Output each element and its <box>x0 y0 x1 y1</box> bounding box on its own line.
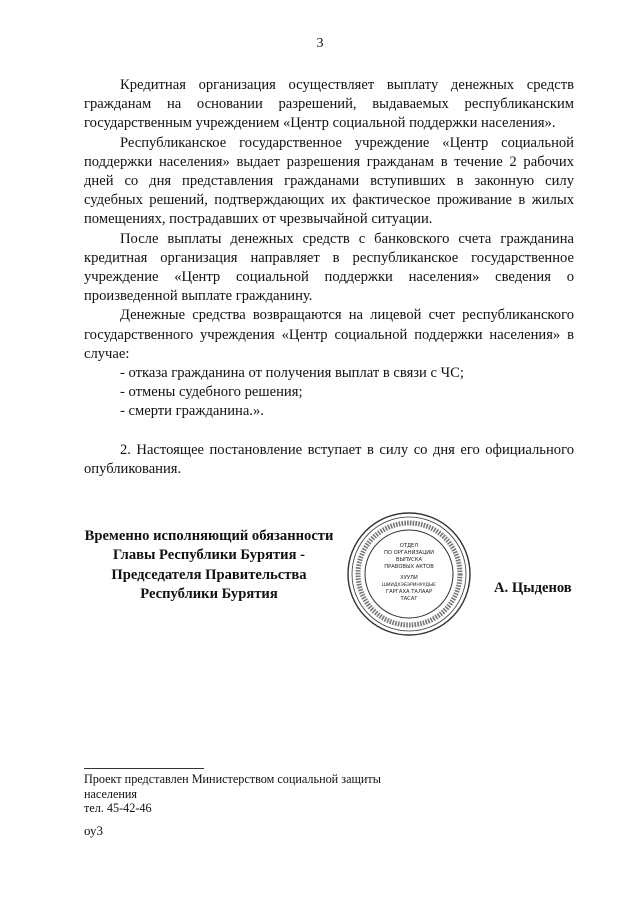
footnote <box>84 772 414 816</box>
signature-line-4: Республики Бурятия <box>140 586 278 603</box>
signature-line-2: Главы Республики Бурятия - <box>113 547 305 564</box>
stamp-line-3: ВЫПУСКА <box>395 557 423 563</box>
document-body <box>84 76 574 479</box>
stamp-line-8: ТАСАГ <box>400 596 418 602</box>
signature-line-1: Временно исполняющий обязанности <box>84 528 334 544</box>
paragraph-2: Республиканское государственное учреждение «Центр социальной поддержки населения» выдает разрешения гражданам в течение 2 рабочих дней со дня представления гражданами вступивших в законную силу судебных решений, подтверждающих их фактическое проживание в жилых помещениях, пострадавших от чрезвычайной ситуации. <box>84 134 574 228</box>
footnote-divider <box>84 768 204 769</box>
stamp-line-5: ХУУЛИ <box>400 575 418 581</box>
footnote-line-1: Проект представлен Министерством социальной защиты <box>84 772 381 786</box>
page-number: 3 <box>316 36 324 51</box>
signature-title <box>78 527 340 605</box>
stamp-line-4: ПРАВОВЫХ АКТОВ <box>384 564 434 570</box>
footnote-line-2: населения <box>84 786 138 801</box>
paragraph-1: Кредитная организация осуществляет выплату денежных средств гражданам на основании разрешений, выдаваемых республиканским государственным учреждением «Центр социальной поддержки населения». <box>84 77 574 132</box>
stamp-line-2: ПО ОРГАНИЗАЦИИ <box>383 550 435 556</box>
stamp-line-1: ОТДЕЛ <box>399 543 419 549</box>
official-seal-stamp <box>345 510 473 638</box>
reference-code: оу3 <box>84 823 104 838</box>
list-item-2: - отмены судебного решения; <box>120 384 303 401</box>
footnote-phone: тел. 45-42-46 <box>84 801 152 816</box>
signer-name: А. Цыденов <box>494 580 572 596</box>
list-item-1: - отказа гражданина от получения выплат в связи с ЧС; <box>120 365 464 382</box>
list-item-3: - смерти гражданина.». <box>120 403 264 420</box>
stamp-line-7: ГАРГАХА ТАЛААР <box>385 589 433 595</box>
signature-line-3: Председателя Правительства <box>111 566 307 583</box>
paragraph-3: После выплаты денежных средств с банковского счета гражданина кредитная организация направляет в республиканское государственное учреждение «Центр социальной поддержки населения» сведения о произведенной выплате гражданину. <box>84 230 574 305</box>
paragraph-4: Денежные средства возвращаются на лицевой счет республиканского государственного учреждения «Центр социальной поддержки населения» в случае: <box>84 307 574 362</box>
stamp-line-6: ШИИДХЭБЭРИНУУДЫЕ <box>382 583 436 588</box>
clause-2: 2. Настоящее постановление вступает в силу со дня его официального опубликования. <box>84 441 574 477</box>
